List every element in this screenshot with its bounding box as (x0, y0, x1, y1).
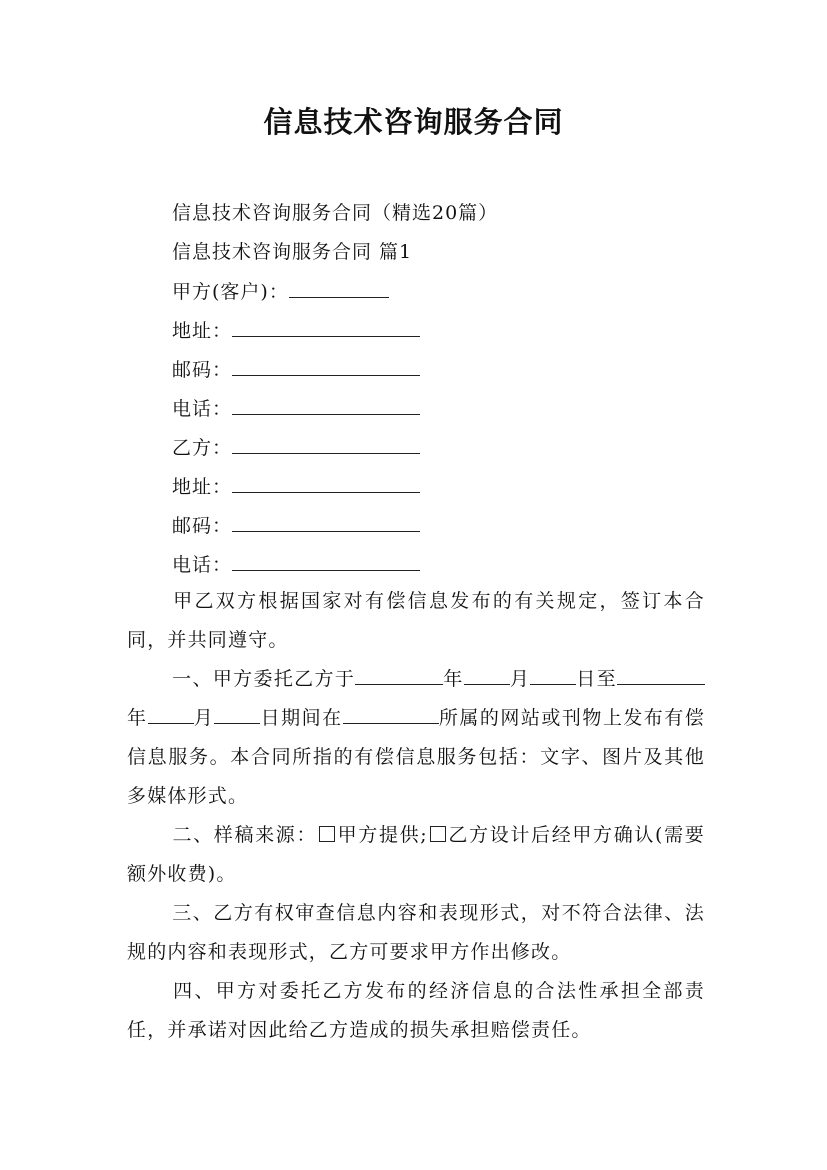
intro-paragraph (127, 582, 705, 660)
party-b-phone-label: 电话： (172, 554, 233, 576)
party-b-phone-blank (232, 552, 420, 571)
clause-2-option-a: 甲方提供; (337, 824, 428, 846)
party-b-name-blank (232, 435, 420, 454)
option-b-checkbox[interactable] (430, 826, 446, 842)
clause-1-month-1: 月 (509, 668, 531, 690)
chapter-heading: 信息技术咨询服务合同 篇1 (172, 241, 413, 263)
clause-1-paragraph (127, 660, 705, 816)
clause-1-start-month-blank (464, 668, 510, 685)
party-b-name-row (172, 433, 420, 460)
party-b-address-label: 地址： (172, 476, 233, 498)
clause-3-paragraph (127, 894, 705, 972)
party-a-postcode-blank (232, 357, 420, 376)
party-b-address-blank (232, 474, 420, 493)
party-a-phone-blank (232, 396, 420, 415)
party-a-address-label: 地址： (172, 320, 233, 342)
party-b-postcode-blank (232, 513, 420, 532)
intro-text: 甲乙双方根据国家对有偿信息发布的有关规定，签订本合同，并共同遵守。 (127, 590, 705, 651)
clause-1-day-2: 日期间在 (260, 707, 343, 729)
clause-4-text: 四、甲方对委托乙方发布的经济信息的合法性承担全部责任，并承诺对因此给乙方造成的损失承担赔偿责任。 (127, 980, 705, 1041)
party-b-postcode-row (172, 511, 420, 538)
party-a-postcode-label: 邮码： (172, 359, 233, 381)
clause-1-end-month-blank (148, 707, 194, 724)
clause-1-medium-blank (343, 707, 439, 724)
party-b-postcode-label: 邮码： (172, 515, 233, 537)
clause-1-year-1: 年 (443, 668, 464, 690)
clause-1-start: 一、甲方委托乙方于 (172, 668, 356, 690)
clause-2-paragraph (127, 816, 705, 894)
document-title: 信息技术咨询服务合同 (263, 105, 564, 139)
party-b-phone-row (172, 550, 420, 577)
party-a-client-blank (289, 279, 389, 298)
party-a-address-row (172, 316, 420, 343)
clause-4-paragraph (127, 972, 705, 1050)
party-a-client-row (172, 277, 389, 304)
party-b-address-row (172, 472, 420, 499)
clause-2-prefix: 二、样稿来源： (172, 824, 318, 846)
clause-1-start-year-blank (355, 668, 443, 685)
party-a-client-label: 甲方(客户)： (172, 281, 289, 303)
party-a-phone-label: 电话： (172, 398, 233, 420)
clause-1-year-2: 年 (127, 707, 148, 729)
clause-1-end-year-blank (617, 668, 705, 685)
party-b-name-label: 乙方： (172, 437, 233, 459)
document-subtitle: 信息技术咨询服务合同（精选20篇） (172, 202, 499, 224)
clause-1-day-1: 日至 (576, 668, 617, 690)
clause-1-start-day-blank (530, 668, 576, 685)
clause-3-text: 三、乙方有权审查信息内容和表现形式，对不符合法律、法规的内容和表现形式，乙方可要求甲方作出修改。 (127, 902, 705, 963)
party-a-postcode-row (172, 355, 420, 382)
party-a-phone-row (172, 394, 420, 421)
clause-2-option-b: 乙方设计后经甲方确认(需要额外收费)。 (127, 824, 706, 885)
clause-1-rest: 所属的网站或刊物上发布有偿信息服务。本合同所指的有偿信息服务包括：文字、图片及其他多媒体形式。 (127, 707, 705, 807)
clause-1-month-2: 月 (193, 707, 215, 729)
clause-1-end-day-blank (214, 707, 260, 724)
option-a-checkbox[interactable] (319, 826, 335, 842)
party-a-address-blank (232, 318, 420, 337)
